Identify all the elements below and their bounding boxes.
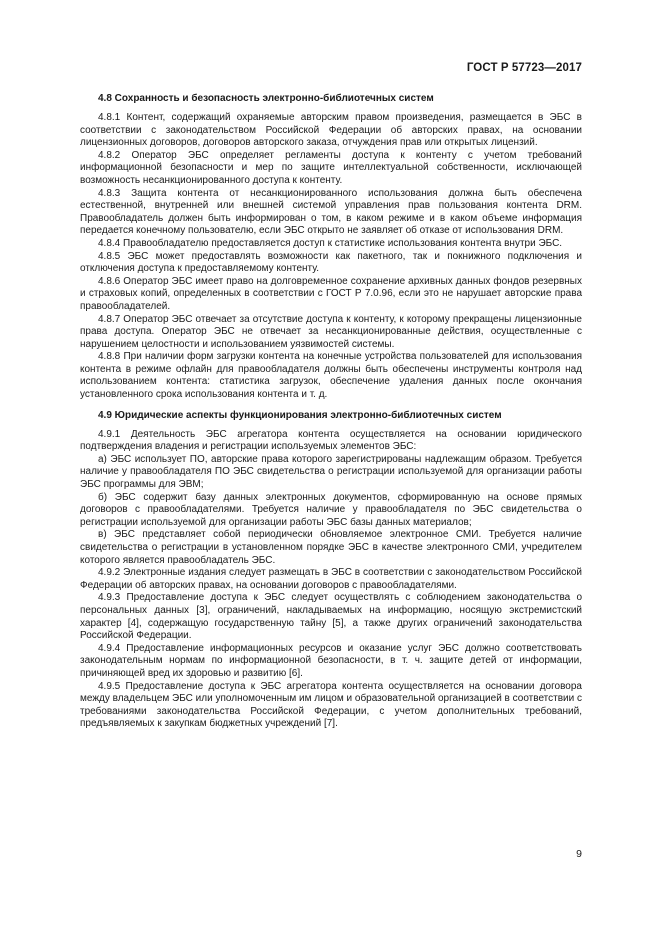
- list-item-a: а) ЭБС использует ПО, авторские права которого зарегистрированы надлежащим образом. Требуется наличие у правообладателя ПО ЭБС свидетельства о регистрации используемой для организации работы ЭБС программы для ЭВМ;: [80, 453, 582, 491]
- section-4-9-title: 4.9 Юридические аспекты функционирования электронно-библиотечных систем: [98, 409, 502, 421]
- list-item-b: б) ЭБС содержит базу данных электронных документов, сформированную на основе прямых договоров с правообладателями. Требуется наличие у правообладателя по ЭБС свидетельства о регистрации используемой для организации работы ЭБС базы данных материалов;: [80, 491, 582, 528]
- paragraph-4-9-3: 4.9.3 Предоставление доступа к ЭБС следует осуществлять с соблюдением законодательства о персональных данных [3], ограничений, накладываемых на информацию, носящую экстремистский характер [4], содержащую государственную тайну [5], а также других ограничений законодательства Российской Федерации.: [80, 592, 582, 642]
- paragraph-4-8-3: 4.8.3 Защита контента от несанкционированного использования должна быть обеспечена естественной, внутренней или внешней системой управления прав пользования контента DRM. Правообладатель должен быть информирован о том, в каком режиме и в каком объеме информация передается конечному пользователю, если ЭБС открыто не заявляет об отказе от использования DRM.: [80, 187, 582, 237]
- paragraph-4-9-1: 4.9.1 Деятельность ЭБС агрегатора контента осуществляется на основании юридического подтверждения владения и регистрации используемых элементов ЭБС:: [80, 428, 582, 453]
- paragraph-4-9-5: 4.9.5 Предоставление доступа к ЭБС агрегатора контента осуществляется на основании договора между владельцем ЭБС или уполномоченным им лицом и образовательной организацией в соответствии с требованиями законодательства Российской Федерации, с учетом дополнительных требований, предъявляемых к закупкам бюджетных учреждений [7].: [80, 680, 582, 730]
- paragraph-4-8-7: 4.8.7 Оператор ЭБС отвечает за отсутствие доступа к контенту, к которому прекращены лицензионные права доступа. Оператор ЭБС не отвечает за несанкционированные действия, осуществленные с нарушением целостности и использованием уязвимостей системы.: [80, 313, 582, 350]
- paragraph-4-8-8: 4.8.8 При наличии форм загрузки контента на конечные устройства пользователей для использования контента в режиме офлайн для правообладателя должны быть обеспечены инструменты контроля над использованием контента: статистика загрузок, обеспечение удаления данных после окончания установленного срока использования контента и т. д.: [80, 351, 582, 401]
- page-content: [80, 92, 582, 731]
- paragraph-4-9-4: 4.9.4 Предоставление информационных ресурсов и оказание услуг ЭБС должно соответствовать законодательным нормам по информационной безопасности, в т. ч. защите детей от информации, причиняющей вред их здоровью и развитию [6].: [80, 642, 582, 679]
- section-4-8-title: 4.8 Сохранность и безопасность электронно-библиотечных систем: [98, 93, 434, 104]
- paragraph-4-8-1: 4.8.1 Контент, содержащий охраняемые авторским правом произведения, размещается в ЭБС в соответствии с законодательством Российской Федерации об авторских правах, на основании лицензионных договоров, договоров авторского заказа, отчуждения прав или открытых лицензий.: [80, 112, 582, 149]
- paragraph-4-8-2: 4.8.2 Оператор ЭБС определяет регламенты доступа к контенту с учетом требований информационной безопасности и мер по защите интеллектуальной собственности, исключающей возможность несанкционированного доступа к контенту.: [80, 149, 582, 186]
- paragraph-4-8-6: 4.8.6 Оператор ЭБС имеет право на долговременное сохранение архивных данных фондов резервных и страховых копий, определенных в соответствии с ГОСТ Р 7.0.96, если это не нарушает авторские права правообладателей.: [80, 275, 582, 312]
- paragraph-4-8-4: 4.8.4 Правообладателю предоставляется доступ к статистике использования контента внутри ЭБС.: [98, 237, 563, 249]
- document-code-header: ГОСТ Р 57723—2017: [466, 62, 582, 74]
- paragraph-4-9-2: 4.9.2 Электронные издания следует размещать в ЭБС в соответствии с законодательством Российской Федерации об авторских правах, на основании договоров с правообладателями.: [80, 567, 582, 591]
- paragraph-4-8-5: 4.8.5 ЭБС может предоставлять возможности как пакетного, так и покнижного подключения и отключения доступа к предоставляемому контенту.: [80, 250, 582, 275]
- list-item-v: в) ЭБС представляет собой периодически обновляемое электронное СМИ. Требуется наличие свидетельства о регистрации в установленном порядке ЭБС в качестве электронного СМИ, учредителем которого является правообладатель ЭБС.: [80, 529, 582, 566]
- page-number: 9: [576, 848, 582, 860]
